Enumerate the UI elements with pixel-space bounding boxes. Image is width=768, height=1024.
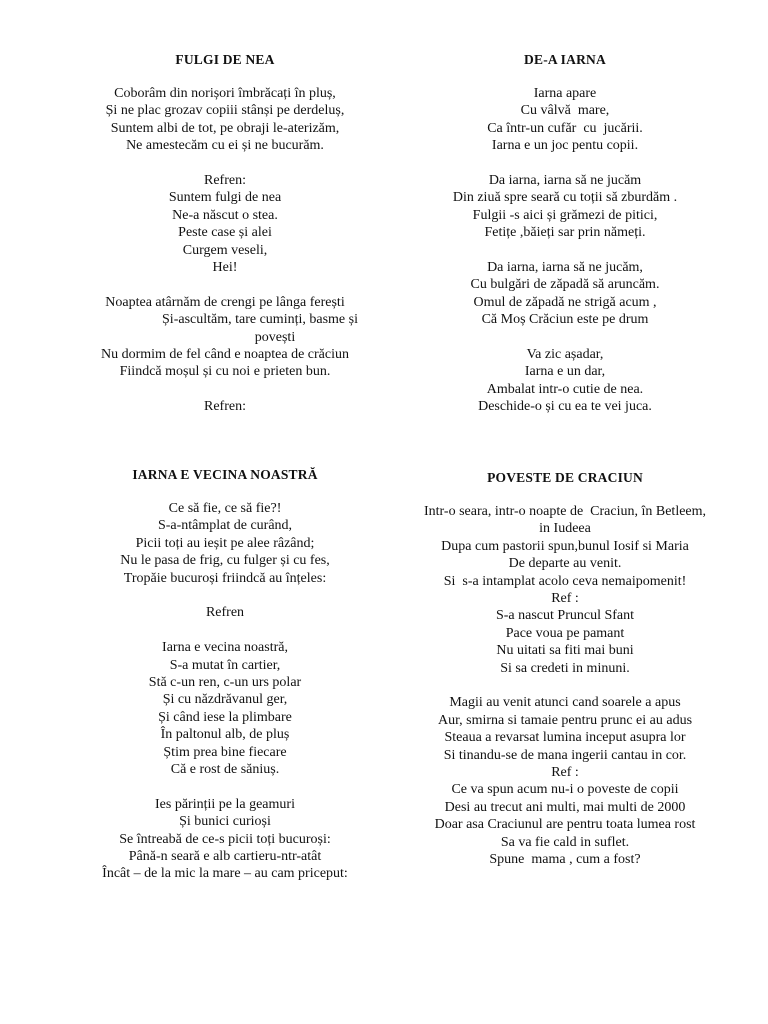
verse-line: Ambalat intr-o cutie de nea. — [486, 381, 644, 397]
verse-line: Iarna e un dar, — [524, 364, 606, 380]
poem-title: IARNA E VECINA NOASTRĂ — [132, 467, 318, 482]
verse-line: Nu le pasa de frig, cu fulger și cu fes, — [120, 553, 330, 569]
verse-line: Și-ascultăm, tare cuminți, basme și — [162, 312, 358, 328]
refrain-label: Ref : — [551, 591, 579, 607]
verse-line: Si tinandu-se de mana ingerii cantau in cor. — [443, 747, 687, 763]
verse-line: Și când iese la plimbare — [158, 709, 292, 725]
verse-line: Desi au trecut ani multi, mai multi de 2000 — [444, 799, 686, 815]
poem-title: FULGI DE NEA — [175, 52, 275, 67]
verse-line: Suntem albi de tot, pe obraji le-aterizăm, — [110, 120, 340, 136]
stanza — [380, 85, 750, 155]
verse-line: Si sa credeti in minuni. — [500, 660, 630, 676]
verse-line: Doar asa Craciunul are pentru toata lumea rost — [434, 817, 696, 833]
verse-line: Nu dormim de fel când e noaptea de crăciun — [100, 347, 349, 363]
verse-line: Curgem veseli, — [182, 242, 268, 258]
verse-line: Sa va fie cald in suflet. — [500, 834, 630, 850]
verse-line: Tropăie bucuroși friindcă au înțeles: — [123, 570, 327, 586]
refrain-label: Refren — [205, 605, 245, 621]
verse-line: Cu bulgări de zăpadă să aruncăm. — [470, 277, 660, 293]
poem-title: POVESTE DE CRACIUN — [487, 470, 643, 485]
verse-line: Încât – de la mic la mare – au cam priceput: — [102, 866, 348, 882]
verse-line: Va zic așadar, — [526, 347, 604, 363]
verse-line: În paltonul alb, de pluș — [160, 727, 290, 743]
stanza — [380, 346, 750, 416]
stanza — [40, 172, 410, 276]
stanza — [40, 639, 410, 778]
verse-line: povești — [254, 329, 296, 345]
verse-line: Pace voua pe pamant — [505, 625, 625, 641]
stanza — [40, 604, 410, 621]
stanza — [40, 398, 410, 415]
verse-line: Fetițe ,băieți sar prin nămeți. — [484, 225, 646, 241]
verse-line: Iarna apare — [533, 86, 597, 101]
refrain-label: Refren: — [204, 399, 246, 415]
verse-line: Ce să fie, ce să fie?! — [168, 501, 282, 516]
verse-line: Steaua a revarsat lumina inceput asupra lor — [444, 730, 686, 746]
verse-line: Că e rost de săniuș. — [170, 762, 280, 778]
verse-line: Si s-a intamplat acolo ceva nemaipomenit! — [443, 573, 687, 589]
verse-line: S-a nascut Pruncul Sfant — [495, 608, 635, 624]
stanza — [380, 503, 750, 677]
verse-line: Coborâm din norișori îmbrăcați în pluș, — [114, 86, 336, 101]
poem-iarna-e-vecina-noastra — [40, 466, 410, 900]
verse-line: Omul de zăpadă ne strigă acum , — [473, 294, 657, 310]
verse-line: Că Moș Crăciun este pe drum — [481, 312, 649, 328]
verse-line: Nu uitati sa fiti mai buni — [496, 643, 634, 659]
verse-line: Ne amestecăm cu ei și ne bucurăm. — [126, 138, 324, 154]
verse-line: Fulgii -s aici și grămezi de pitici, — [472, 207, 658, 223]
poem-de-a-iarna — [380, 51, 750, 433]
verse-line: S-a-ntâmplat de curând, — [157, 518, 293, 534]
verse-line: in Iudeea — [539, 521, 591, 537]
verse-line: Picii toți au ieșit pe alee râzând; — [135, 535, 315, 551]
verse-line: Iarna e un joc pentu copii. — [491, 138, 639, 154]
stanza — [40, 796, 410, 883]
verse-line: Hei! — [212, 260, 238, 276]
verse-line: Deschide-o și cu ea te vei juca. — [478, 399, 652, 415]
stanza — [380, 259, 750, 329]
verse-line: Ce va spun acum nu-i o poveste de copii — [451, 782, 679, 798]
poem-poveste-de-craciun — [380, 469, 750, 886]
verse-line: Și cu năzdrăvanul ger, — [162, 692, 288, 708]
verse-line: Da iarna, iarna să ne jucăm — [488, 173, 642, 189]
verse-line: Cu vâlvă mare, — [520, 103, 610, 119]
stanza — [40, 500, 410, 587]
poem-title: DE-A IARNA — [524, 52, 606, 67]
stanza — [380, 694, 750, 868]
verse-line: Magii au venit atunci cand soarele a apus — [449, 695, 681, 711]
stanza — [40, 294, 410, 381]
poem-fulgi-de-nea — [40, 51, 410, 433]
verse-line: Iarna e vecina noastră, — [162, 640, 288, 656]
verse-line: Ca într-un cufăr cu jucării. — [487, 120, 643, 136]
verse-line: Peste case și alei — [178, 225, 272, 241]
verse-line: Spune mama , cum a fost? — [489, 852, 641, 868]
verse-line: Noaptea atârnăm de crengi pe lânga ferești — [105, 294, 345, 310]
verse-line: Se întreabă de ce-s picii toți bucuroși: — [119, 831, 331, 847]
verse-line: Aur, smirna si tamaie pentru prunc ei au adus — [437, 712, 693, 728]
verse-line: Și ne plac grozav copiii stânși pe derdeluș, — [105, 103, 345, 119]
verse-line: S-a mutat în cartier, — [169, 657, 281, 673]
refrain-label: Ref : — [551, 765, 579, 781]
verse-line: Stă c-un ren, c-un urs polar — [148, 675, 302, 691]
verse-line: Ies părinții pe la geamuri — [155, 796, 295, 812]
verse-line: Da iarna, iarna să ne jucăm, — [487, 260, 643, 276]
verse-line: Dupa cum pastorii spun,bunul Iosif si Maria — [441, 538, 689, 554]
verse-line: Știm prea bine fiecare — [163, 744, 287, 760]
verse-line: Din ziuă spre seară cu toții să zburdăm . — [452, 190, 678, 206]
refrain-label: Refren: — [204, 173, 246, 189]
stanza — [40, 85, 410, 155]
verse-line: Ne-a născut o stea. — [172, 207, 278, 223]
stanza — [380, 172, 750, 242]
verse-line: Până-n seară e alb cartieru-ntr-atât — [128, 849, 322, 865]
verse-line: Suntem fulgi de nea — [168, 190, 282, 206]
verse-line: Fiindcă moșul și cu noi e prieten bun. — [119, 364, 331, 380]
verse-line: Intr-o seara, intr-o noapte de Craciun, în Betleem, — [423, 504, 707, 519]
verse-line: De departe au venit. — [508, 556, 622, 572]
verse-line: Și bunici curioși — [179, 814, 271, 830]
